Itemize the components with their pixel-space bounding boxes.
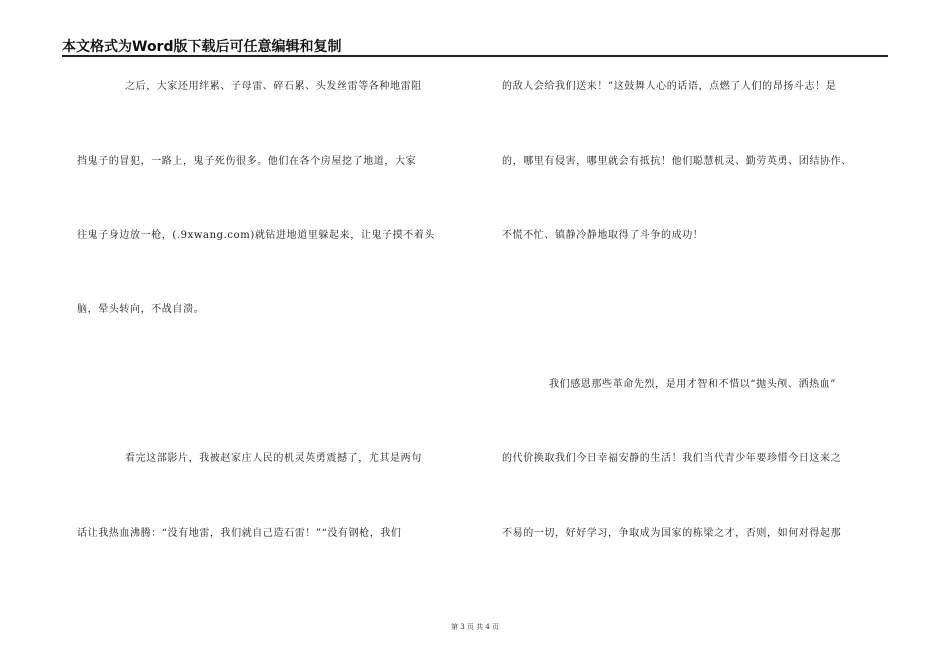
right-column-line-2: 的，哪里有侵害，哪里就会有抵抗！他们聪慧机灵、勤劳英勇、团结协作、 xyxy=(502,156,852,167)
document-header-title: 本文格式为Word版下载后可任意编辑和复制 xyxy=(62,39,342,55)
right-column-line-5: 的代价换取我们今日幸福安静的生活！我们当代青少年要珍惜今日这来之 xyxy=(502,453,842,464)
page-number: 第 3 页 共 4 页 xyxy=(450,623,500,631)
left-column-line-2: 挡鬼子的冒犯，一路上，鬼子死伤很多。他们在各个房屋挖了地道，大家 xyxy=(77,156,417,167)
right-column-line-1: 的敌人会给我们送来！”这鼓舞人心的话语，点燃了人们的昂扬斗志！是 xyxy=(502,81,837,92)
header-divider xyxy=(62,55,888,57)
left-column-line-5: 看完这部影片，我被赵家庄人民的机灵英勇震撼了，尤其是两句 xyxy=(125,453,422,464)
left-column-line-3: 往鬼子身边放一枪，(.9xwang.com)就钻进地道里躲起来，让鬼子摸不着头 xyxy=(77,230,436,241)
right-column-line-6: 不易的一切，好好学习，争取成为国家的栋梁之才，否则，如何对得起那 xyxy=(502,528,842,539)
left-column-line-4: 脑，晕头转向，不战自溃。 xyxy=(77,304,205,315)
left-column-line-1: 之后，大家还用绊累、子母雷、碎石累、头发丝雷等各种地雷阻 xyxy=(125,81,422,92)
right-column-line-3: 不慌不忙、镇静冷静地取得了斗争的成功！ xyxy=(502,230,704,241)
left-column-line-6: 话让我热血沸腾：“没有地雷，我们就自己造石雷！”“没有钢枪，我们 xyxy=(77,528,402,539)
right-column-line-4: 我们感恩那些革命先烈，是用才智和不惜以“抛头颅、洒热血” xyxy=(549,379,837,390)
